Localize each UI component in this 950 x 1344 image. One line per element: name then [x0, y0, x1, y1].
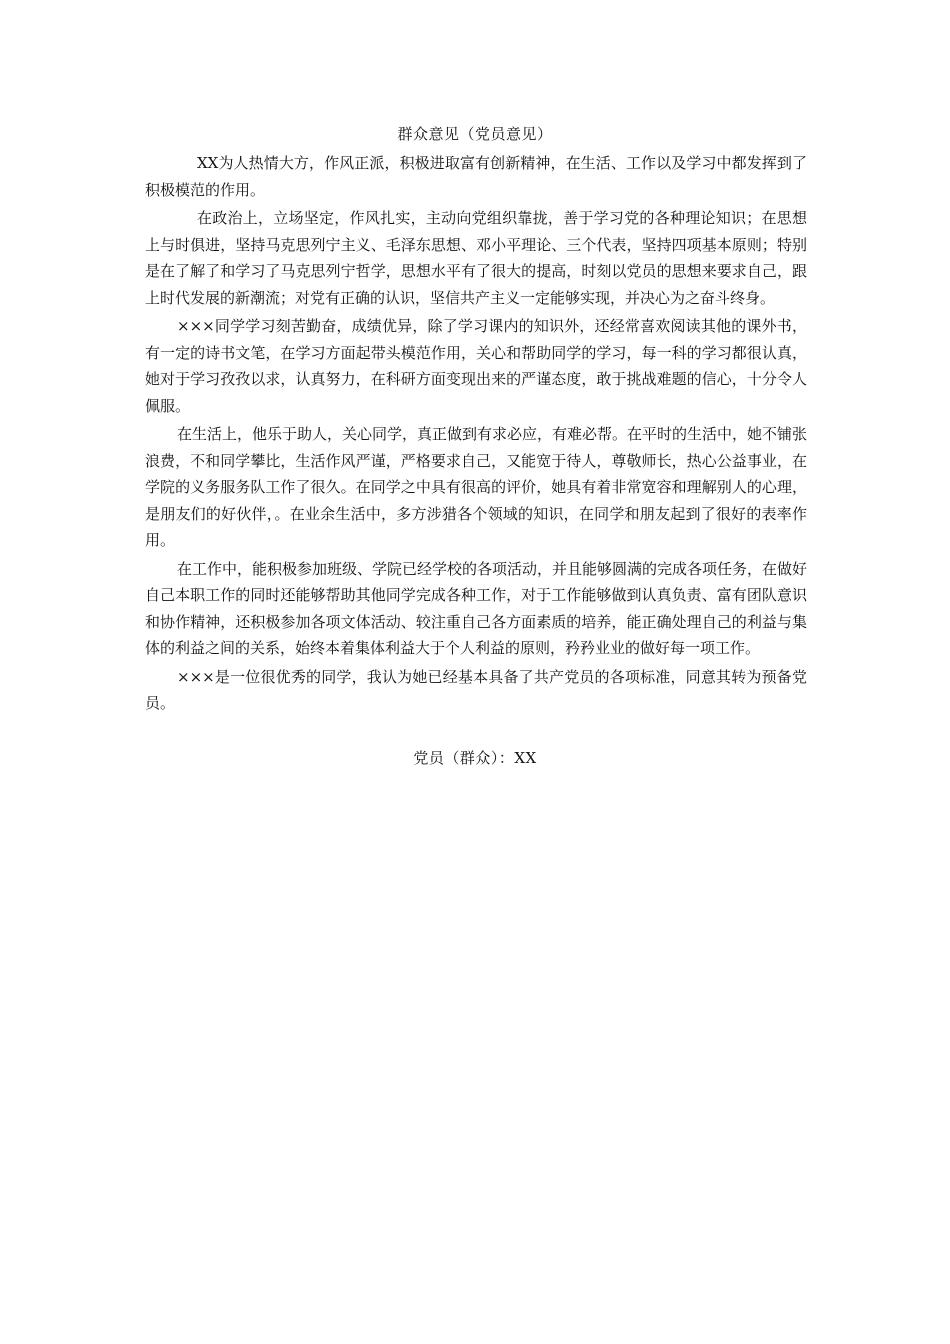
paragraph-conclusion: ×××是一位很优秀的同学，我认为她已经基本具备了共产党员的各项标准，同意其转为预备党员。 — [145, 667, 807, 712]
paragraph-study: ×××同学学习刻苦勤奋，成绩优异，除了学习课内的知识外，还经常喜欢阅读其他的课外书，有一定的诗书文笔，在学习方面起带头模范作用，关心和帮助同学的学习，每一科的学习都很认真，她对于学习孜孜以求，认真努力，在科研方面变现出来的严谨态度，敢于挑战难题的信心，十分令人佩服。 — [145, 317, 807, 415]
paragraph-life: 在生活上，他乐于助人，关心同学，真正做到有求必应，有难必帮。在平时的生活中，她不铺张浪费，不和同学攀比，生活作风严谨，严格要求自己，又能宽于待人，尊敬师长，热心公益事业，在学院的义务服务队工作了很久。在同学之中具有很高的评价，她具有着非常宽容和理解别人的心理，是朋友们的好伙伴，。在业余生活中，多方涉猎各个领域的知识，在同学和朋友起到了很好的表率作用。 — [145, 425, 808, 549]
document-body — [145, 150, 807, 719]
paragraph-work: 在工作中，能积极参加班级、学院已经学校的各项活动，并且能够圆满的完成各项任务，在做好自己本职工作的同时还能够帮助其他同学完成各种工作，对于工作能够做到认真负责、富有团队意识和协作精神，还积极参加各项文体活动、较注重自己各方面素质的培养，能正确处理自己的利益与集体的利益之间的关系，始终本着集体利益大于个人利益的原则，矜矜业业的做好每一项工作。 — [145, 559, 808, 657]
signature-line: 党员（群众）：XX — [413, 749, 537, 767]
document-title: 群众意见（党员意见） — [397, 125, 553, 143]
paragraph-intro: XX为人热情大方，作风正派，积极进取富有创新精神，在生活、工作以及学习中都发挥到了积极模范的作用。 — [145, 154, 807, 199]
paragraph-politics: 在政治上，立场坚定，作风扎实，主动向党组织靠拢，善于学习党的各种理论知识；在思想上与时俱进，坚持马克思列宁主义、毛泽东思想、邓小平理论、三个代表，坚持四项基本原则；特别是在了解了和学习了马克思列宁哲学，思想水平有了很大的提高，时刻以党员的思想来要求自己，跟上时代发展的新潮流；对党有正确的认识，坚信共产主义一定能够实现，并决心为之奋斗终身。 — [145, 209, 807, 307]
